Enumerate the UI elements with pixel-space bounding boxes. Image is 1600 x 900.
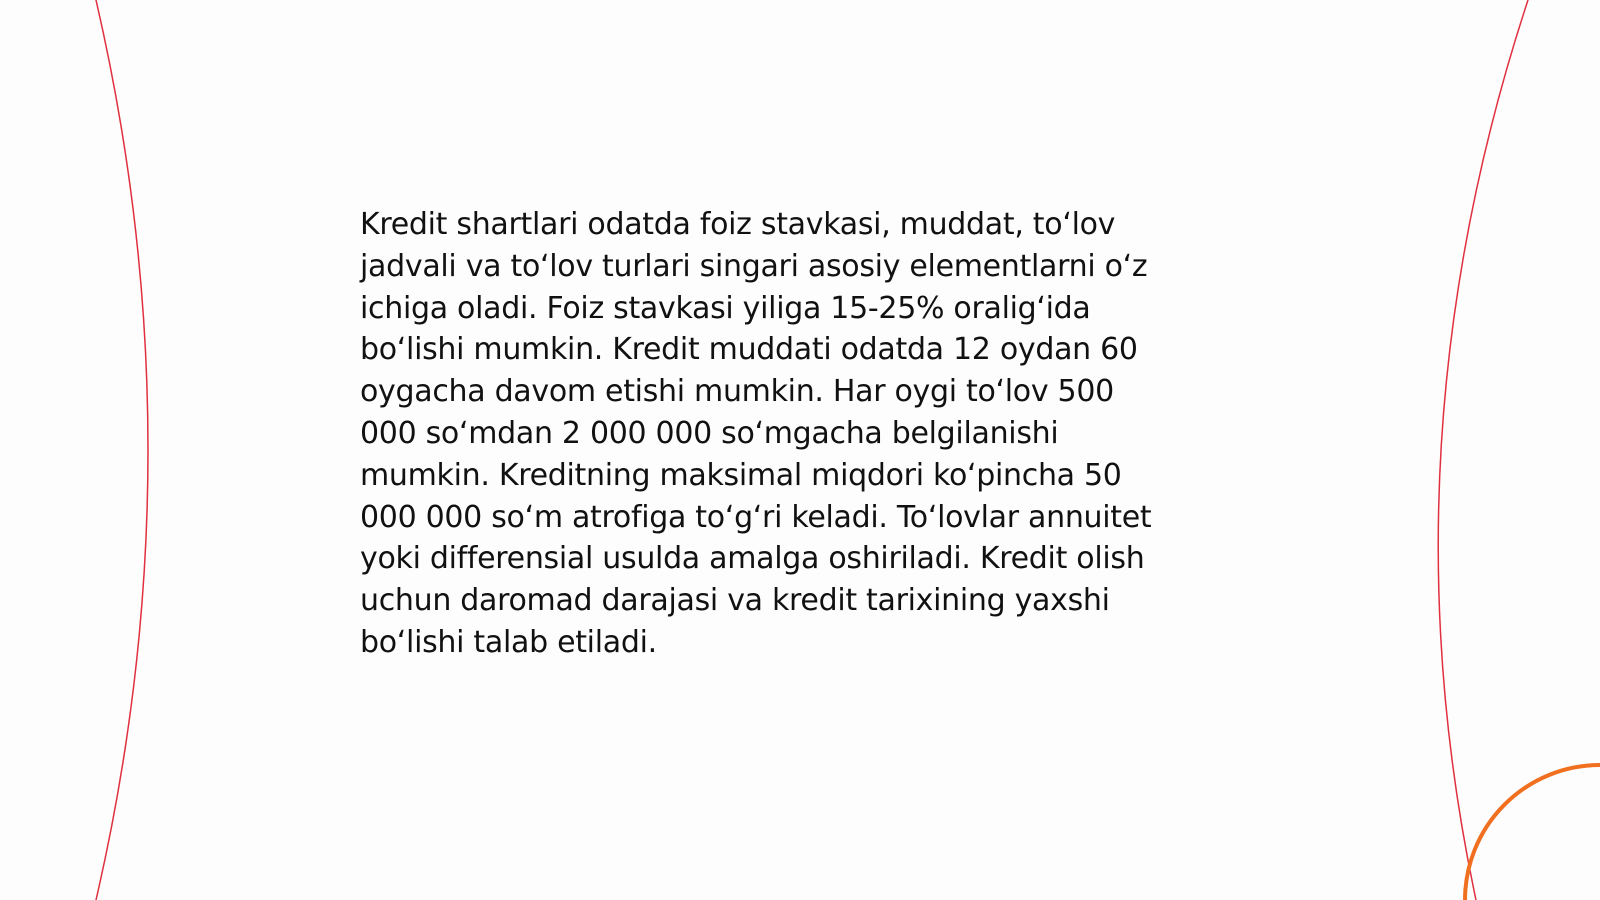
text-line: mumkin. Kreditning maksimal miqdori ko‘pincha 50 — [360, 457, 1122, 493]
left-red-curve — [96, 0, 148, 900]
right-red-curve — [1438, 0, 1528, 900]
text-line: bo‘lishi talab etiladi. — [360, 624, 657, 660]
text-line: jadvali va to‘lov turlari singari asosiy elementlarni o‘z — [360, 248, 1148, 284]
text-line: Kredit shartlari odatda foiz stavkasi, muddat, to‘lov — [360, 207, 1116, 242]
text-line: 000 000 so‘m atrofiga to‘g‘ri keladi. To‘lovlar annuitet — [360, 499, 1152, 535]
body-text — [360, 204, 1240, 664]
text-line: ichiga oladi. Foiz stavkasi yiliga 15-25% oralig‘ida — [360, 290, 1091, 326]
text-line: uchun daromad darajasi va kredit tarixining yaxshi — [360, 583, 1110, 619]
text-line: bo‘lishi mumkin. Kredit muddati odatda 12 oydan 60 — [360, 332, 1138, 368]
text-line: 000 so‘mdan 2 000 000 so‘mgacha belgilanishi — [360, 415, 1059, 451]
text-line: oygacha davom etishi mumkin. Har oygi to‘lov 500 — [360, 374, 1114, 410]
text-line: yoki differensial usulda amalga oshiriladi. Kredit olish — [360, 541, 1145, 577]
orange-circle — [1465, 765, 1600, 900]
